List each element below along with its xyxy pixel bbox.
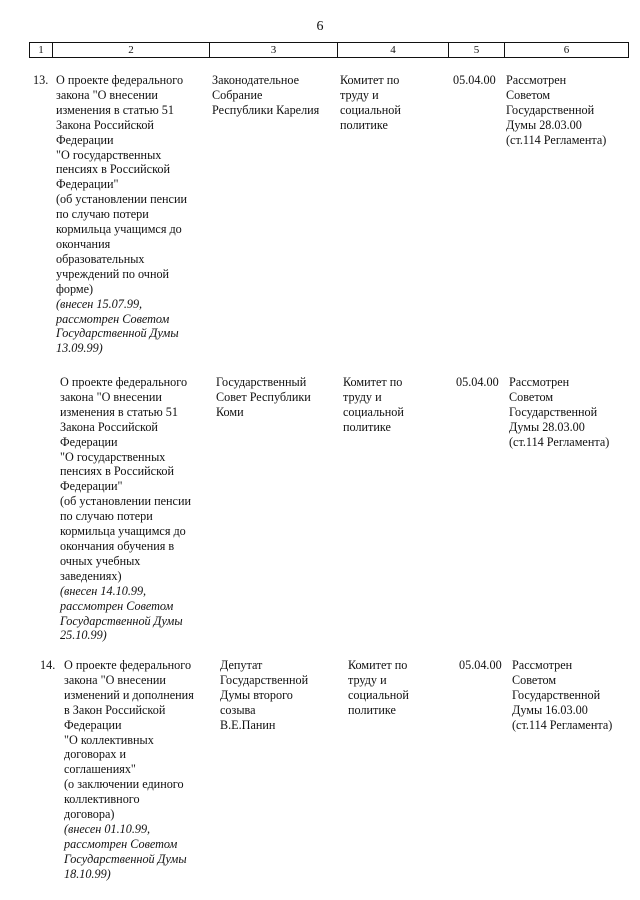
bill-line: Федерации bbox=[64, 717, 122, 732]
bill-line: "О государственных bbox=[56, 147, 162, 162]
committee-line: труду и bbox=[340, 87, 379, 102]
author-line: Коми bbox=[216, 404, 244, 419]
bill-title-cell bbox=[64, 658, 194, 882]
committee-cell bbox=[340, 73, 401, 133]
bill-line: заведениях) bbox=[60, 568, 122, 583]
bill-line: закона "О внесении bbox=[60, 389, 162, 404]
author-line: В.Е.Панин bbox=[220, 717, 276, 732]
result-line: (ст.114 Регламента) bbox=[506, 132, 607, 147]
submission-note-line: рассмотрен Советом bbox=[60, 598, 174, 613]
submission-note-line: 18.10.99) bbox=[64, 866, 111, 881]
author-cell bbox=[220, 658, 308, 733]
bill-line: закона "О внесении bbox=[64, 672, 166, 687]
bill-line: О проекте федерального bbox=[56, 73, 184, 87]
column-header-row bbox=[29, 42, 629, 58]
result-line: Рассмотрен bbox=[512, 658, 573, 672]
result-line: Государственной bbox=[509, 404, 598, 419]
bill-line: по случаю потери bbox=[60, 509, 153, 524]
committee-line: труду и bbox=[343, 389, 382, 404]
result-cell bbox=[509, 375, 609, 450]
submission-note-line: Государственной Думы bbox=[64, 851, 187, 866]
result-cell bbox=[506, 73, 606, 148]
submission-note-line: 13.09.99) bbox=[56, 341, 103, 356]
column-header-4: 4 bbox=[337, 43, 448, 57]
result-line: Государственной bbox=[506, 102, 595, 117]
submission-note-line: (внесен 01.10.99, bbox=[64, 821, 151, 836]
author-line: Совет Республики bbox=[216, 389, 311, 404]
bill-line: изменения в статью 51 bbox=[60, 404, 178, 419]
bill-title-cell bbox=[60, 375, 191, 643]
submission-note-line: (внесен 14.10.99, bbox=[60, 583, 147, 598]
bill-line: кормильца учащимся до bbox=[60, 524, 186, 539]
row-number: 14. bbox=[40, 658, 56, 672]
committee-line: социальной bbox=[348, 687, 409, 702]
committee-line: Комитет по bbox=[343, 375, 403, 389]
date-cell: 05.04.00 bbox=[459, 658, 502, 672]
column-header-1: 1 bbox=[38, 44, 44, 56]
committee-line: труду и bbox=[348, 672, 387, 687]
bill-line: Федерации" bbox=[56, 177, 119, 192]
author-line: Думы второго bbox=[220, 687, 293, 702]
bill-line: изменения в статью 51 bbox=[56, 102, 174, 117]
bill-line: изменений и дополнения bbox=[64, 687, 194, 702]
bill-line: коллективного bbox=[64, 792, 140, 807]
author-line: Государственный bbox=[216, 375, 307, 389]
column-header-2: 2 bbox=[52, 43, 209, 57]
bill-line: Федерации bbox=[60, 434, 118, 449]
bill-line: закона "О внесении bbox=[56, 87, 158, 102]
date-cell: 05.04.00 bbox=[456, 375, 499, 389]
committee-cell bbox=[343, 375, 404, 435]
date-cell: 05.04.00 bbox=[453, 73, 496, 87]
bill-line: в Закон Российской bbox=[64, 702, 166, 717]
result-cell bbox=[512, 658, 612, 733]
author-cell bbox=[212, 73, 319, 118]
bill-line: образовательных bbox=[56, 251, 145, 266]
submission-note-line: Государственной Думы bbox=[56, 326, 179, 341]
committee-line: социальной bbox=[343, 404, 404, 419]
result-line: Государственной bbox=[512, 687, 601, 702]
bill-line: Закона Российской bbox=[60, 419, 158, 434]
result-line: Рассмотрен bbox=[509, 375, 570, 389]
committee-line: социальной bbox=[340, 102, 401, 117]
bill-line: форме) bbox=[56, 281, 94, 296]
author-cell bbox=[216, 375, 311, 420]
result-line: Советом bbox=[512, 672, 557, 687]
column-header-5: 5 bbox=[448, 43, 504, 57]
result-line: (ст.114 Регламента) bbox=[512, 717, 613, 732]
bill-line: соглашениях" bbox=[64, 762, 136, 777]
committee-line: политике bbox=[348, 702, 396, 717]
committee-line: Комитет по bbox=[348, 658, 408, 672]
submission-note-line: (внесен 15.07.99, bbox=[56, 296, 143, 311]
bill-line: окончания обучения в bbox=[60, 538, 175, 553]
author-line: Республики Карелия bbox=[212, 102, 320, 117]
bill-line: пенсиях в Российской bbox=[60, 464, 174, 479]
bill-line: О проекте федерального bbox=[64, 658, 192, 672]
row-number: 13. bbox=[33, 73, 49, 87]
author-line: Законодательное bbox=[212, 73, 300, 87]
result-line: (ст.114 Регламента) bbox=[509, 434, 610, 449]
bill-line: договорах и bbox=[64, 747, 127, 762]
bill-line: окончания bbox=[56, 236, 111, 251]
author-line: Депутат bbox=[220, 658, 263, 672]
result-line: Рассмотрен bbox=[506, 73, 567, 87]
bill-line: Федерации bbox=[56, 132, 114, 147]
bill-line: учреждений по очной bbox=[56, 266, 170, 281]
submission-note-line: рассмотрен Советом bbox=[64, 836, 178, 851]
committee-line: Комитет по bbox=[340, 73, 400, 87]
author-line: Собрание bbox=[212, 87, 263, 102]
result-line: Думы 16.03.00 bbox=[512, 702, 588, 717]
submission-note-line: 25.10.99) bbox=[60, 628, 107, 643]
column-header-3: 3 bbox=[209, 43, 337, 57]
bill-line: Федерации" bbox=[60, 479, 123, 494]
author-line: Государственной bbox=[220, 672, 309, 687]
bill-title-cell bbox=[56, 73, 187, 356]
bill-line: по случаю потери bbox=[56, 207, 149, 222]
result-line: Думы 28.03.00 bbox=[509, 419, 585, 434]
result-line: Советом bbox=[509, 389, 554, 404]
submission-note-line: рассмотрен Советом bbox=[56, 311, 170, 326]
bill-line: О проекте федерального bbox=[60, 375, 188, 389]
result-line: Думы 28.03.00 bbox=[506, 117, 582, 132]
committee-line: политике bbox=[340, 117, 388, 132]
bill-line: договора) bbox=[64, 807, 115, 822]
submission-note-line: Государственной Думы bbox=[60, 613, 183, 628]
author-line: созыва bbox=[220, 702, 256, 717]
committee-cell bbox=[348, 658, 409, 718]
bill-line: (об установлении пенсии bbox=[60, 494, 192, 509]
column-header-6: 6 bbox=[504, 43, 628, 57]
bill-line: (о заключении единого bbox=[64, 777, 184, 792]
bill-line: очных учебных bbox=[60, 553, 141, 568]
bill-line: Закона Российской bbox=[56, 117, 154, 132]
bill-line: "О коллективных bbox=[64, 732, 154, 747]
committee-line: политике bbox=[343, 419, 391, 434]
bill-line: "О государственных bbox=[60, 449, 166, 464]
bill-line: (об установлении пенсии bbox=[56, 192, 188, 207]
bill-line: пенсиях в Российской bbox=[56, 162, 170, 177]
page-number: 6 bbox=[316, 19, 324, 34]
bill-line: кормильца учащимся до bbox=[56, 222, 182, 237]
result-line: Советом bbox=[506, 87, 551, 102]
